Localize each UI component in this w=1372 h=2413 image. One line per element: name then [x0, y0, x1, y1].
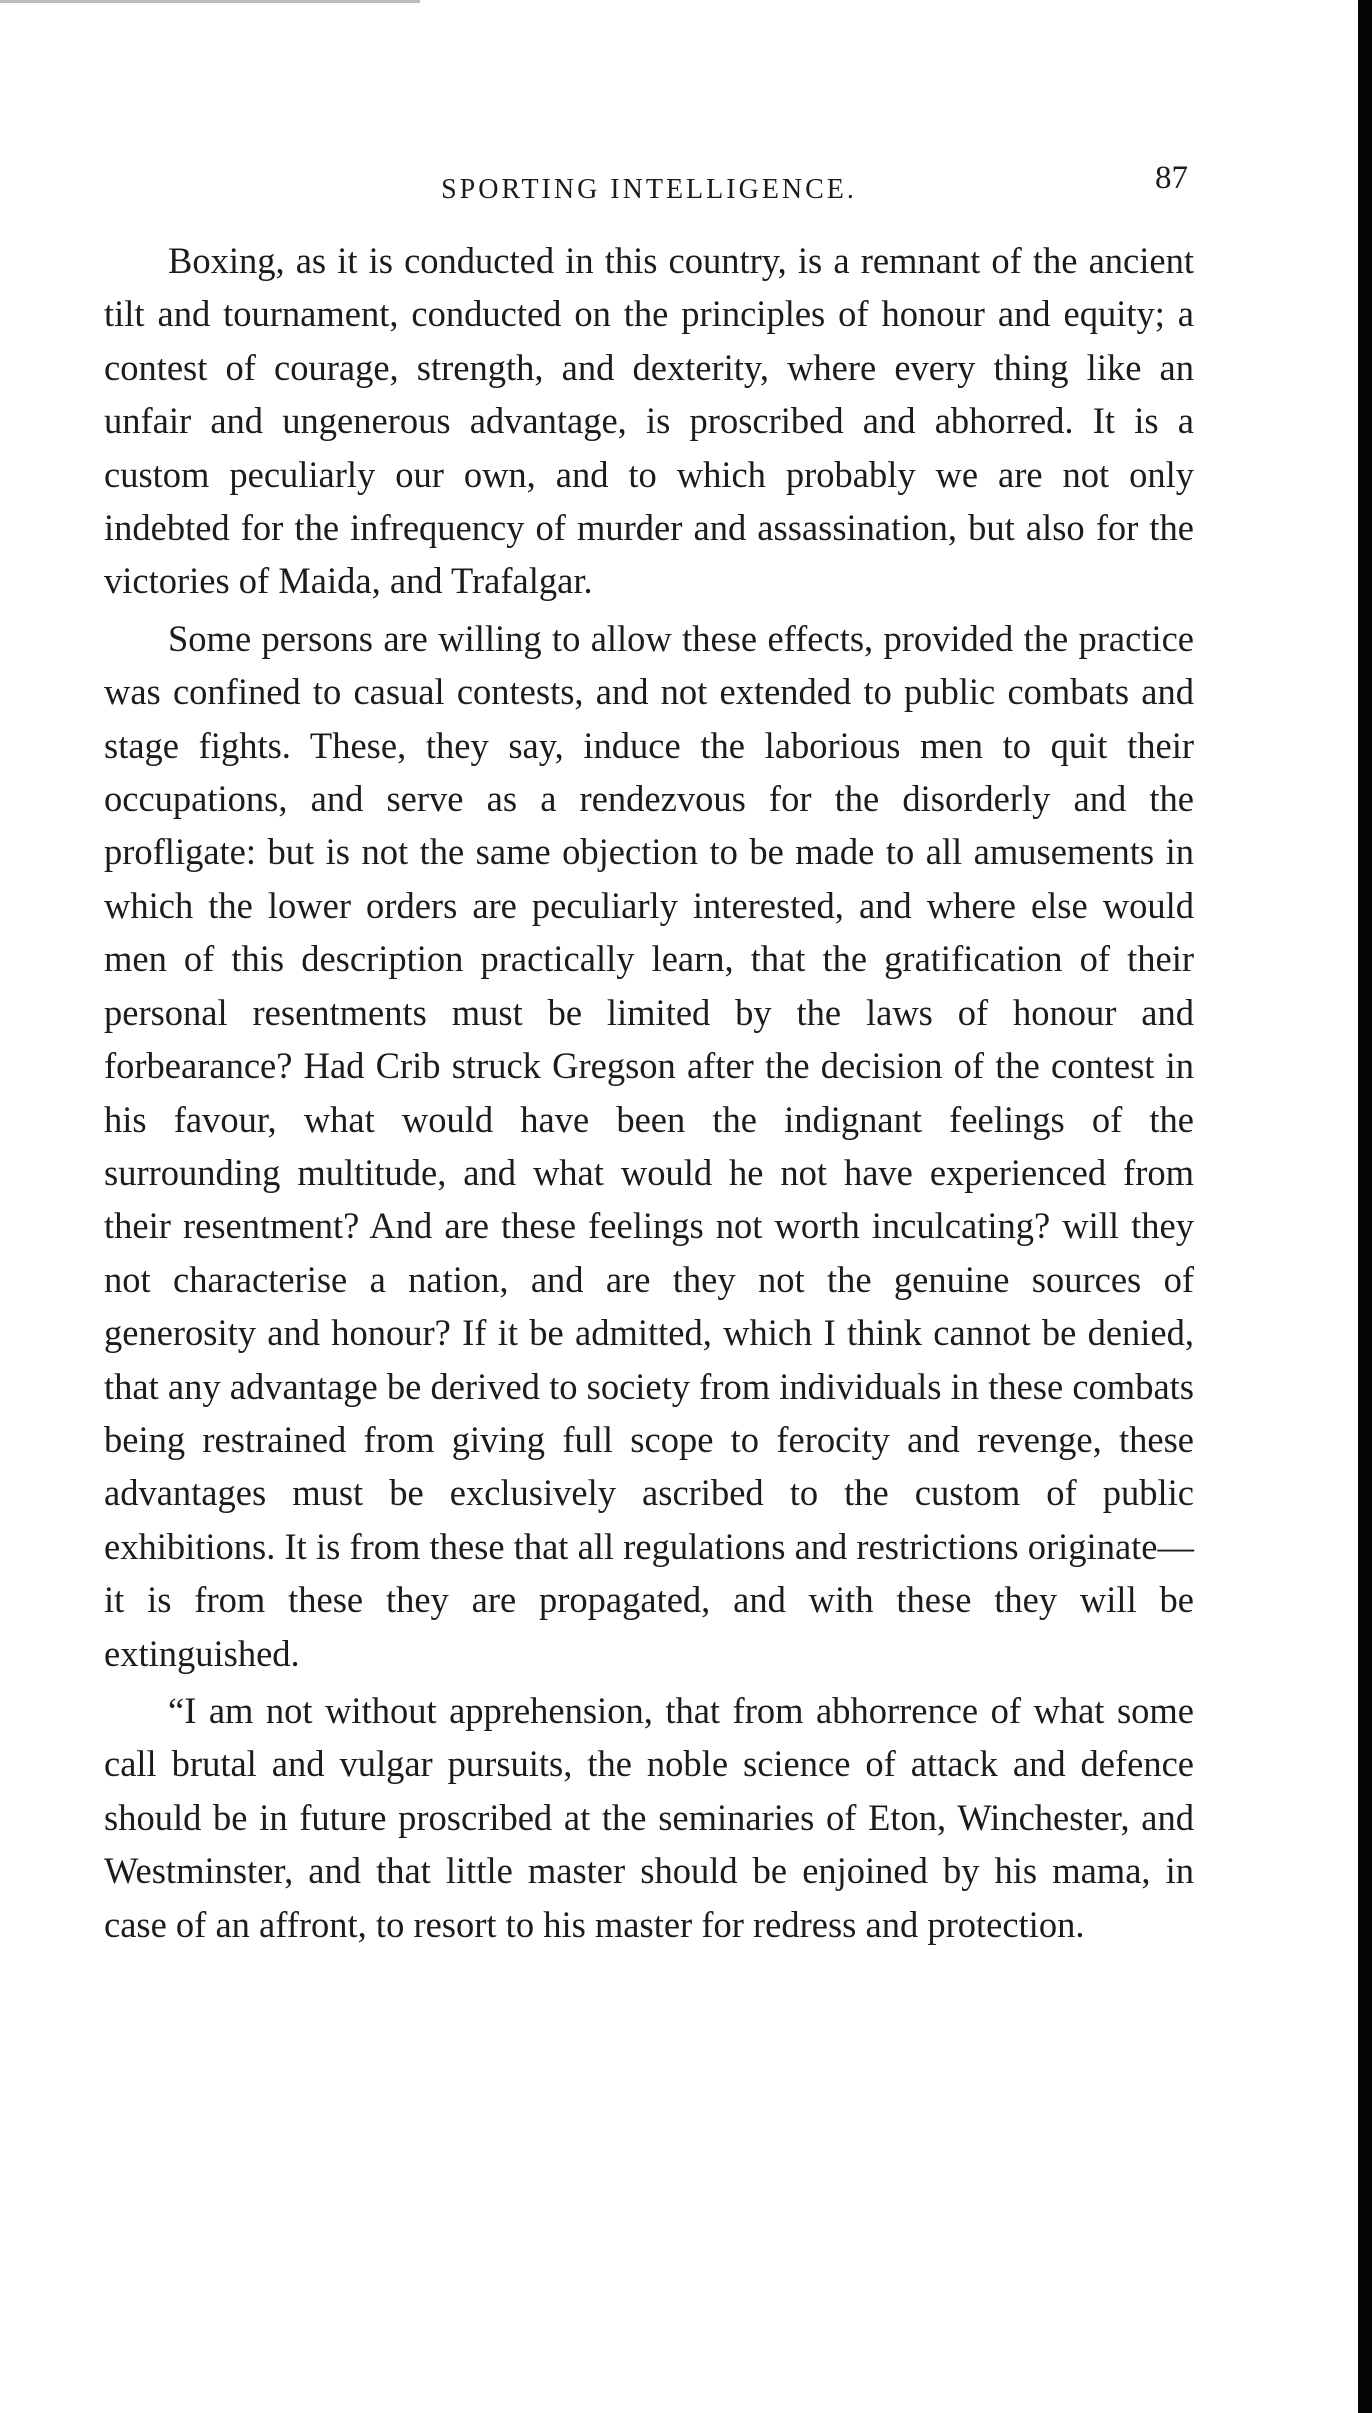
top-edge-rule	[0, 0, 420, 3]
running-title: SPORTING INTELLIGENCE.	[441, 174, 857, 205]
paragraph-objections: Some persons are willing to allow these effects, provided the practice was confined to casual contests, and not extended to public combats and stage fights. These, they say, induce the laborious men to quit their occupations, and serve as a rendezvous for the disorderly and the profligate: but is not the same objection to be made to all amusements in which the lower orders are peculiarly interested, and where else would men of this description practically learn, that the gratification of their personal resentments must be limited by the laws of honour and forbearance? Had Crib struck Gregson after the decision of the contest in his favour, what would have been the indignant feelings of the surrounding multitude, and what would he not have experienced from their resentment? And are these feelings not worth inculcating? will they not characterise a nation, and are they not the genuine sources of generosity and honour? If it be admitted, which I think cannot be denied, that any advantage be derived to society from individuals in these combats being restrained from giving full scope to ferocity and revenge, these advantages must be exclusively ascribed to the custom of public exhibitions. It is from these that all regulations and restrictions originate—it is from these they are propagated, and with these they will be extinguished.	[104, 617, 1194, 1674]
body-text	[104, 234, 1194, 1951]
paragraph-boxing: Boxing, as it is conducted in this country, is a remnant of the ancient tilt and tournament, conducted on the principles of honour and equity; a contest of courage, strength, and dexterity, where every thing like an unfair and ungenerous advantage, is proscribed and abhorred. It is a custom peculiarly our own, and to which probably we are not only indebted for the infrequency of murder and assassination, but also for the victories of Maida, and Trafalgar.	[104, 240, 1194, 602]
page-number: 87	[1155, 160, 1188, 196]
scan-right-edge	[1358, 0, 1372, 2413]
paragraph-quotation: “I am not without apprehension, that from abhorrence of what some call brutal and vulgar pursuits, the noble science of attack and defence should be in future proscribed at the seminaries of Eton, Winchester, and Westminster, and that little master should be enjoined by his mama, in case of an affront, to resort to his master for redress and protection.	[104, 1689, 1194, 1945]
book-page	[104, 160, 1194, 1955]
running-head	[104, 160, 1194, 220]
